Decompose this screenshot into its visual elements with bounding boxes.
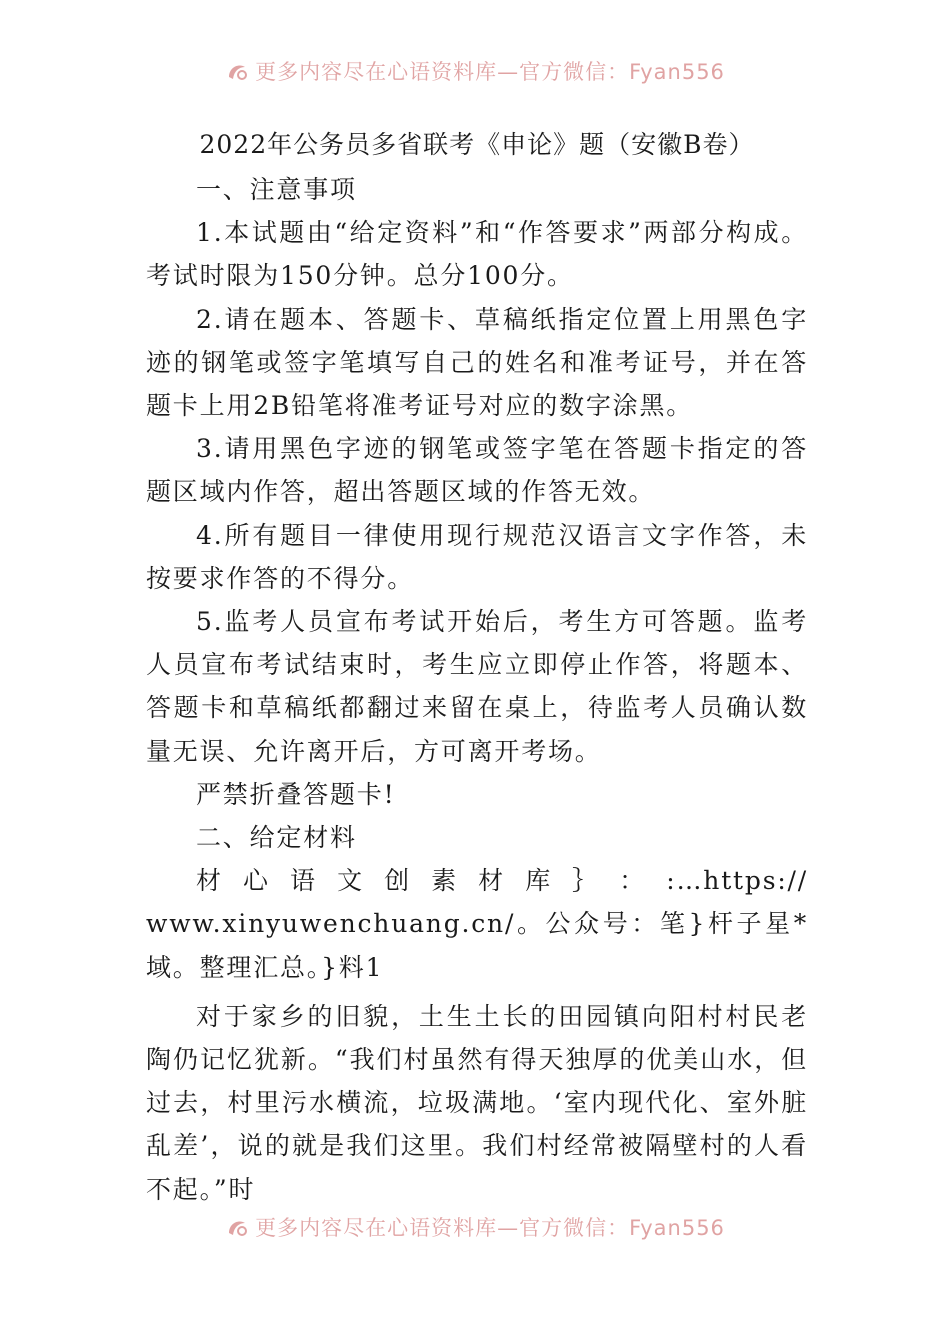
note-item: 3.请用黑色字迹的钢笔或签字笔在答题卡指定的答题区域内作答，超出答题区域的作答无效。 bbox=[146, 434, 808, 507]
note-item: 2.请在题本、答题卡、草稿纸指定位置上用黑色字迹的钢笔或签字笔填写自己的姓名和准考证号，并在答题卡上用2B铅笔将准考证号对应的数字涂黑。 bbox=[146, 304, 808, 421]
logo-icon bbox=[225, 1215, 249, 1239]
watermark-text: 更多内容尽在心语资料库—官方微信：Fyan556 bbox=[255, 1216, 725, 1240]
document-body bbox=[146, 122, 808, 1211]
note-item: 1.本试题由“给定资料”和“作答要求”两部分构成。考试时限为150分钟。总分100分。 bbox=[146, 218, 808, 291]
logo-icon bbox=[225, 59, 249, 83]
source-line: 材 心 语 文 创 素 材 库 ｝ ： :…https:// bbox=[196, 866, 808, 896]
watermark-bottom bbox=[0, 1210, 950, 1244]
material-paragraph: 对于家乡的旧貌，土生土长的田园镇向阳村村民老陶仍记忆犹新。“我们村虽然有得天独厚的优美山水，但过去，村里污水横流，垃圾满地。‘室内现代化、室外脏乱差’，说的就是我们这里。我们村经常被隔壁村的人看不起。”时 bbox=[146, 1001, 808, 1204]
section-heading-materials: 二、给定材料 bbox=[196, 823, 357, 853]
warning-text: 严禁折叠答题卡! bbox=[196, 779, 396, 809]
source-line: www.xinyuwenchuang.cn/。公众号：笔}杆子星*域。整理汇总。}料1 bbox=[146, 909, 808, 982]
watermark-text: 更多内容尽在心语资料库—官方微信：Fyan556 bbox=[255, 60, 725, 84]
document-title: 2022年公务员多省联考《申论》题（安徽B卷） bbox=[199, 130, 755, 159]
watermark-top bbox=[0, 54, 950, 88]
note-item: 4.所有题目一律使用现行规范汉语言文字作答，未按要求作答的不得分。 bbox=[146, 520, 808, 593]
section-heading-notes: 一、注意事项 bbox=[196, 175, 357, 204]
note-item: 5.监考人员宣布考试开始后，考生方可答题。监考人员宣布考试结束时，考生应立即停止作答，将题本、答题卡和草稿纸都翻过来留在桌上，待监考人员确认数量无误、允许离开后，方可离开考场。 bbox=[146, 607, 808, 766]
